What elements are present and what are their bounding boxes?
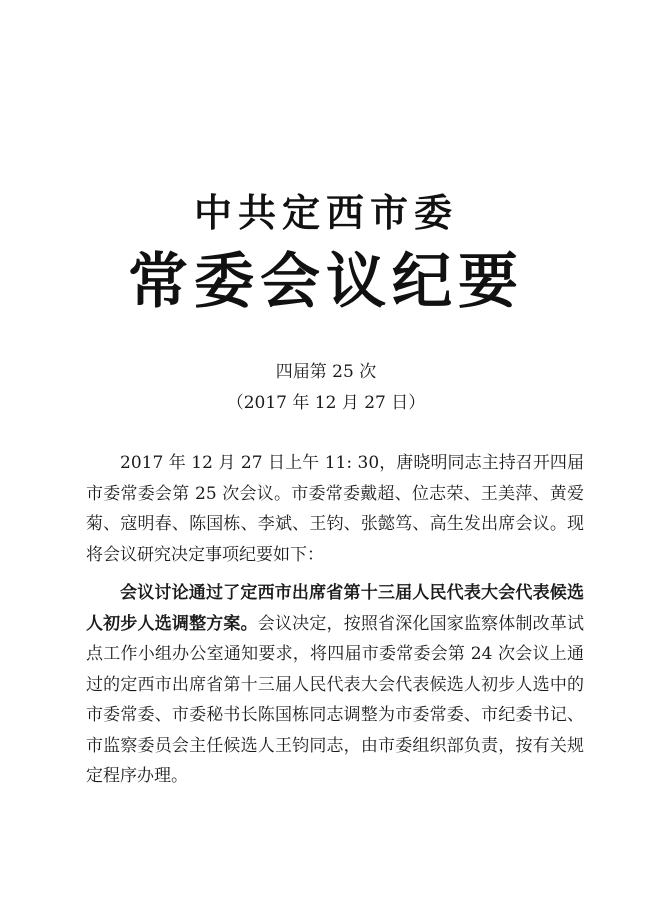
paragraph-intro <box>86 448 584 570</box>
paragraph-intro-text: 2017 年 12 月 27 日上午 11: 30，唐晓明同志主持召开四届市委常委会第 25 次会议。市委常委戴超、位志荣、王美萍、黄爱菊、寇明春、陈国栋、李斌、王钧、张懿笃、高生发出席会议。现将会议研究决定事项纪要如下： <box>86 453 584 565</box>
meeting-date: （2017 年 12 月 27 日） <box>226 393 426 413</box>
document-org-title: 中共定西市委 <box>193 191 458 235</box>
session-number: 四届第 25 次 <box>275 362 377 382</box>
paragraph-decision-text: 会议决定，按照省深化国家监察体制改革试点工作小组办公室通知要求，将四届市委常委会第 24 次会议上通过的定西市出席省第十三届人民代表大会代表候选人初步人选中的市委常委、市委秘书长陈国栋同志调整为市委常委、市纪委书记、市监察委员会主任候选人王钧同志，由市委组织部负责，按有关规定程序办理。 <box>86 613 585 786</box>
document-type-title: 常委会议纪要 <box>128 247 524 317</box>
paragraph-decision <box>86 578 584 792</box>
paragraph-decision-lead: 会议讨论通过了定西市出席省第十三届人民代表大会代表候选人初步人选调整方案。 <box>86 583 584 634</box>
